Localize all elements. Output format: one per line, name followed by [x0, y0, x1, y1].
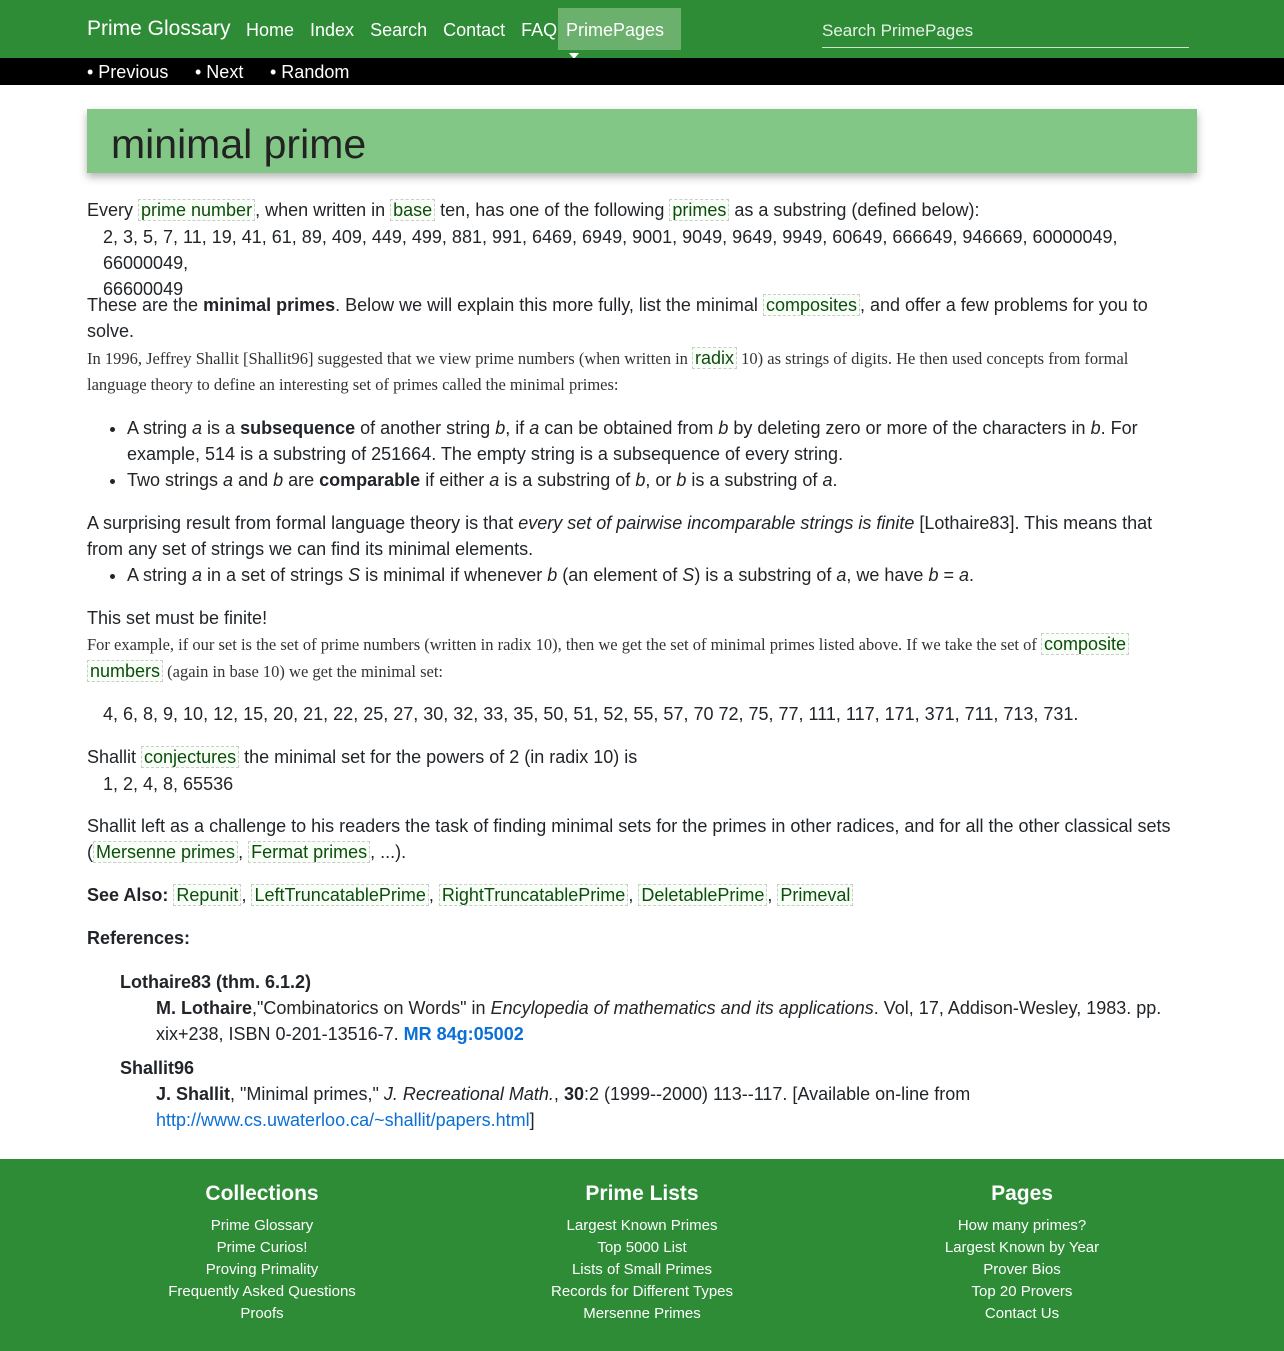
footer-link[interactable]: Frequently Asked Questions — [168, 1283, 356, 1300]
footer-heading: Prime Lists — [585, 1182, 699, 1205]
list-item: • Two strings a and b are comparable if either a is a substring of b, or b is a substring of a. — [127, 467, 1197, 493]
nav-search[interactable]: Search — [370, 20, 428, 40]
footer-link[interactable]: How many primes? — [957, 1217, 1087, 1234]
link-primeval[interactable]: Primeval — [777, 884, 853, 906]
reference-shallit — [87, 1055, 1197, 1133]
intro-paragraph — [87, 197, 1197, 302]
link-prime-number[interactable]: prime number — [138, 199, 255, 221]
link-mersenne-primes[interactable]: Mersenne primes — [93, 841, 238, 863]
footer-prime-lists — [452, 1179, 832, 1325]
text: , when written in — [255, 200, 391, 220]
previous-link[interactable]: • Previous — [87, 62, 169, 82]
paragraph-challenge: Shallit left as a challenge to his readers the task of finding minimal sets for the primes in other radices, and for all the other classical sets ( Mersenne primes , Fermat primes , ...). — [87, 816, 1171, 862]
paragraph-finite — [87, 605, 1197, 727]
footer-link[interactable]: Largest Known Primes — [566, 1217, 718, 1234]
link-repunit[interactable]: Repunit — [173, 884, 241, 906]
text: . Below we will explain this more fully, list the minimal — [335, 295, 763, 315]
footer-link[interactable]: Top 20 Provers — [971, 1283, 1073, 1300]
footer-link[interactable]: Prover Bios — [983, 1261, 1061, 1278]
footer-link[interactable]: Proofs — [240, 1305, 284, 1322]
search-input[interactable] — [822, 18, 1189, 48]
text: In 1996, Jeffrey Shallit [Shallit96] suggested that we view prime numbers (when written in — [87, 349, 693, 368]
shallit-papers-link[interactable]: http://www.cs.uwaterloo.ca/~shallit/papers.html — [156, 1110, 530, 1130]
link-composite-numbers[interactable]: composite — [1041, 633, 1129, 655]
next-link[interactable]: • Next — [195, 62, 244, 82]
paragraph-powers-of-2: Shallit conjectures the minimal set for the powers of 2 (in radix 10) is 1, 2, 4, 8, 65536 — [87, 744, 1197, 797]
references — [87, 925, 1197, 1133]
text: language theory to define an interesting set of primes called the minimal primes: — [87, 375, 619, 394]
link-base[interactable]: base — [390, 199, 435, 221]
text: , and offer a few problems for you to — [859, 295, 1148, 315]
link-deletable-prime[interactable]: DeletablePrime — [638, 884, 767, 906]
composite-example: For example, if our set is the set of prime numbers (written in radix 10), then we get the set of minimal primes listed above. If we take the set of composite numbers (again in base 10) we get the minimal set: — [87, 631, 1197, 685]
link-radix[interactable]: radix — [692, 347, 737, 369]
link-composites[interactable]: composites — [763, 294, 860, 316]
footer-collections — [72, 1179, 452, 1325]
footer-heading: Pages — [991, 1182, 1053, 1205]
list-line: 2, 3, 5, 7, 11, 19, 41, 61, 89, 409, 449, 499, 881, 991, 6469, 6949, 9001, 9049, 9649, 9949, 60649, 666649, 946669, 60000049, 66000049, — [103, 227, 1118, 273]
footer-link[interactable]: Prime Curios! — [216, 1239, 308, 1256]
list-item: • A string a is a subsequence of another string b, if a can be obtained from b by deleting zero or more of the characters in b. For example, 514 is a substring of 251664. The empty string is a subsequence of every string. — [127, 415, 1197, 467]
nav-links — [246, 17, 573, 43]
paragraph-surprising-result: A surprising result from formal language theory is that every set of pairwise incomparable strings is finite [Lothaire83]. This means that from any set of strings we can find its minimal elements. • A string a in a set of strings S is minimal if whenever b (an element of S) is a substring of a, we have b = a. — [87, 510, 1197, 588]
footer-link[interactable]: Largest Known by Year — [944, 1239, 1100, 1256]
minimal-primes-list — [87, 224, 1197, 302]
see-also-label: See Also: — [87, 885, 169, 905]
reference-body: M. Lothaire,"Combinatorics on Words" in Encylopedia of mathematics and its applications. Vol, 17, Addison-Wesley, 1983. pp. xix+238, ISBN 0-201-13516-7. MR 84g:05002 — [156, 998, 1162, 1044]
reference-lothaire — [87, 969, 1197, 1047]
references-label: References: — [87, 928, 191, 948]
paragraph-minimal-primes — [87, 292, 1197, 344]
nav-index[interactable]: Index — [310, 20, 355, 40]
footer-link[interactable]: Contact Us — [984, 1305, 1060, 1322]
minimal-definition-list — [87, 562, 1197, 588]
sub-navbar — [0, 58, 1284, 85]
definitions-list — [87, 415, 1197, 493]
footer-pages — [832, 1179, 1212, 1325]
link-conjectures[interactable]: conjectures — [141, 746, 239, 768]
link-composite-numbers-cont[interactable]: numbers — [87, 660, 163, 682]
link-left-truncatable-prime[interactable]: LeftTruncatablePrime — [251, 884, 428, 906]
text: This set must be finite! — [87, 608, 268, 628]
footer-link[interactable]: Proving Primality — [205, 1261, 319, 1278]
powers-of-2-list: 1, 2, 4, 8, 65536 — [103, 774, 234, 794]
primepages-dropdown-label: PrimePages — [566, 20, 665, 40]
reference-body: J. Shallit, "Minimal primes," J. Recreational Math., 30:2 (1999--2000) 113--117. [Available on-line from http://www.cs.uwaterloo.ca/~shallit/papers.html] — [156, 1084, 971, 1130]
paragraph-shallit-intro — [87, 345, 1197, 398]
text: ten, has one of the following — [435, 200, 670, 220]
reference-key: Lothaire83 (thm. 6.1.2) — [120, 972, 312, 992]
nav-contact[interactable]: Contact — [443, 20, 506, 40]
reference-key: Shallit96 — [120, 1058, 195, 1078]
text: as a substring (defined below): — [729, 200, 980, 220]
footer — [0, 1159, 1284, 1351]
primepages-dropdown[interactable] — [558, 8, 681, 50]
footer-link[interactable]: Records for Different Types — [550, 1283, 734, 1300]
search-placeholder: Search PrimePages — [822, 21, 974, 40]
list-item: • A string a in a set of strings S is minimal if whenever b (an element of S) is a substring of a, we have b = a. — [127, 562, 1197, 588]
footer-heading: Collections — [205, 1182, 319, 1205]
top-navbar — [0, 0, 1284, 58]
footer-link[interactable]: Lists of Small Primes — [571, 1261, 713, 1278]
footer-link[interactable]: Prime Glossary — [210, 1217, 314, 1234]
text: solve. — [87, 321, 135, 341]
nav-faq[interactable]: FAQ — [521, 20, 558, 40]
bold-text: minimal primes — [203, 295, 336, 315]
random-link[interactable]: • Random — [270, 62, 350, 82]
list-line: 66600049 — [103, 279, 184, 299]
mr-link[interactable]: MR 84g:05002 — [403, 1024, 524, 1044]
text: These are the — [87, 295, 204, 315]
footer-link[interactable]: Mersenne Primes — [583, 1305, 701, 1322]
link-right-truncatable-prime[interactable]: RightTruncatablePrime — [439, 884, 628, 906]
link-fermat-primes[interactable]: Fermat primes — [248, 841, 370, 863]
footer-link[interactable]: Top 5000 List — [597, 1239, 687, 1256]
brand-link[interactable]: Prime Glossary — [87, 17, 231, 40]
page-title-box — [87, 109, 1197, 173]
minimal-composites-list: 4, 6, 8, 9, 10, 12, 15, 20, 21, 22, 25, 27, 30, 32, 33, 35, 50, 51, 52, 55, 57, 70 72, 75, 77, 111, 117, 171, 371, 711, 713, 731. — [103, 704, 1079, 724]
see-also: See Also: Repunit , LeftTruncatablePrime , RightTruncatablePrime , DeletablePrime , Primeval — [87, 882, 1197, 908]
link-primes[interactable]: primes — [669, 199, 729, 221]
page-title: minimal prime — [111, 121, 367, 167]
text: 10) as strings of digits. He then used concepts from formal — [737, 349, 1129, 368]
nav-home[interactable]: Home — [246, 20, 295, 40]
text: Every — [87, 200, 139, 220]
